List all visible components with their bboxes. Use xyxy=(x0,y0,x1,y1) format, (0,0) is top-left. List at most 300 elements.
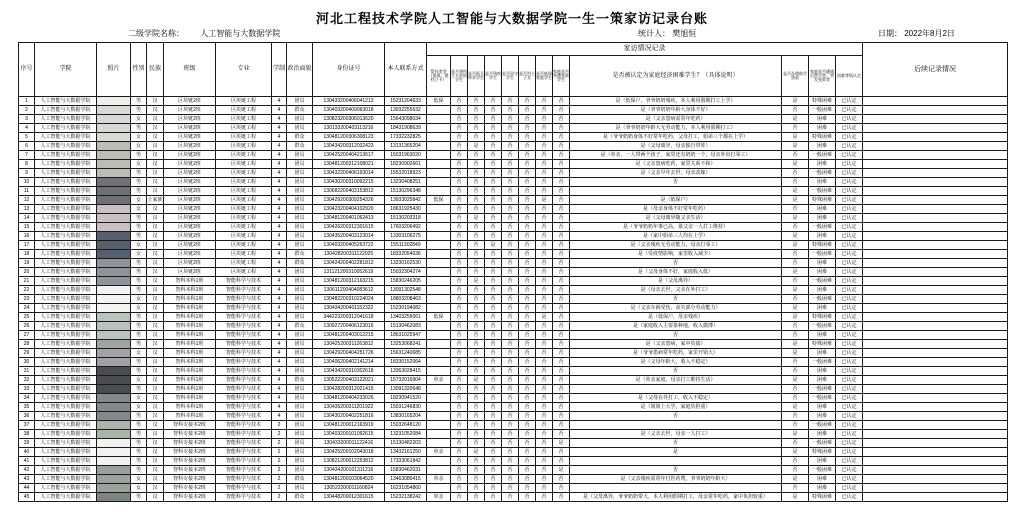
cell-photo xyxy=(97,466,131,475)
cell-q7: 否 xyxy=(553,268,570,277)
cell-major: 智能科学与技术 xyxy=(216,304,272,313)
cell-major: 区块链工程 xyxy=(216,115,272,124)
cell-major: 智能科学与技术 xyxy=(216,394,272,403)
cell-q3: 否 xyxy=(485,340,502,349)
cell-difficulty-level: 一般困难 xyxy=(809,322,836,331)
cell-q6: 否 xyxy=(536,106,553,115)
cell-difficulty-level: 困难 xyxy=(809,430,836,439)
cell-q1: 否 xyxy=(451,376,468,385)
cell-status: 已认定 xyxy=(836,367,863,376)
cell-phone: 15830246205 xyxy=(385,277,427,286)
cell-follow-up xyxy=(863,340,1008,349)
header-photo: 照片 xyxy=(97,43,131,97)
cell-id-number: 130448200012301615 xyxy=(313,493,385,502)
cell-aid-type: 低保 xyxy=(427,313,451,322)
header-aid-type: 帮扶类型（低保、建档立卡） xyxy=(427,56,451,97)
cell-q6: 否 xyxy=(536,322,553,331)
cell-q5: 否 xyxy=(519,160,536,169)
cell-difficulty-level: 困难 xyxy=(809,475,836,484)
cell-duration: 4 xyxy=(272,178,287,187)
cell-class: 智科本科1班 xyxy=(164,358,216,367)
cell-follow-up xyxy=(863,331,1008,340)
cell-aid-type xyxy=(427,421,451,430)
cell-q2: 否 xyxy=(468,421,485,430)
cell-duration: 4 xyxy=(272,151,287,160)
cell-difficulty-desc xyxy=(570,421,782,430)
cell-major: 区块链工程 xyxy=(216,133,272,142)
table-row xyxy=(19,457,1008,466)
cell-aid-type: 单亲 xyxy=(427,475,451,484)
cell-duration: 4 xyxy=(272,358,287,367)
cell-college: 人工智能与大数据学院 xyxy=(35,223,97,232)
cell-q4: 否 xyxy=(502,358,519,367)
cell-q6: 否 xyxy=(536,178,553,187)
cell-difficulty-level: 困难 xyxy=(809,259,836,268)
table-body xyxy=(19,97,1008,502)
cell-loan: 否 xyxy=(782,259,809,268)
cell-difficulty-desc: 是（母亲身体不好常年吃药） xyxy=(570,205,782,214)
cell-difficulty-desc: 是（受疫情影响，家里收入减少） xyxy=(570,250,782,259)
cell-photo xyxy=(97,223,131,232)
cell-phone: 18230941520 xyxy=(385,394,427,403)
cell-id-number: 130821200012253812 xyxy=(313,457,385,466)
cell-index: 12 xyxy=(19,196,35,205)
cell-follow-up xyxy=(863,412,1008,421)
cell-q5: 否 xyxy=(519,187,536,196)
cell-college: 人工智能与大数据学院 xyxy=(35,142,97,151)
cell-q6: 是 xyxy=(536,313,553,322)
cell-q6: 否 xyxy=(536,223,553,232)
cell-phone: 13032255632 xyxy=(385,106,427,115)
cell-q4: 否 xyxy=(502,196,519,205)
date-field xyxy=(878,28,955,39)
cell-loan: 否 xyxy=(782,358,809,367)
cell-status: 已认定 xyxy=(836,493,863,502)
cell-duration: 4 xyxy=(272,205,287,214)
cell-q7: 否 xyxy=(553,349,570,358)
cell-q5: 否 xyxy=(519,340,536,349)
cell-duration: 4 xyxy=(272,277,287,286)
cell-ethnicity: 汉 xyxy=(147,421,164,430)
cell-major: 智能科学与技术 xyxy=(216,475,272,484)
cell-difficulty-desc: 否 xyxy=(570,367,782,376)
cell-difficulty-desc: 是（爷爷患病常年吃药，家里开销大） xyxy=(570,349,782,358)
cell-q6: 否 xyxy=(536,466,553,475)
cell-duration: 4 xyxy=(272,394,287,403)
table-row xyxy=(19,160,1008,169)
cell-political-status: 团员 xyxy=(287,277,313,286)
cell-q4: 否 xyxy=(502,232,519,241)
cell-index: 34 xyxy=(19,394,35,403)
cell-college: 人工智能与大数据学院 xyxy=(35,493,97,502)
cell-q2: 否 xyxy=(468,385,485,394)
cell-gender: 女 xyxy=(131,394,147,403)
cell-political-status: 团员 xyxy=(287,403,313,412)
cell-q6: 否 xyxy=(536,304,553,313)
cell-index: 32 xyxy=(19,376,35,385)
cell-q2: 否 xyxy=(468,205,485,214)
cell-q3: 否 xyxy=(485,457,502,466)
cell-photo xyxy=(97,277,131,286)
cell-gender: 男 xyxy=(131,466,147,475)
cell-college: 人工智能与大数据学院 xyxy=(35,178,97,187)
cell-q3: 否 xyxy=(485,394,502,403)
cell-major: 区块链工程 xyxy=(216,259,272,268)
cell-class: 区块链2班 xyxy=(164,151,216,160)
cell-class: 智科专接本2班 xyxy=(164,475,216,484)
cell-aid-type xyxy=(427,232,451,241)
cell-difficulty-desc: 是（爷爷奶奶年龄大无劳动能力，本人利用假期打工） xyxy=(570,124,782,133)
cell-loan: 否 xyxy=(782,421,809,430)
cell-major: 区块链工程 xyxy=(216,142,272,151)
cell-college: 人工智能与大数据学院 xyxy=(35,412,97,421)
cell-duration: 2 xyxy=(272,439,287,448)
cell-loan: 否 xyxy=(782,106,809,115)
cell-phone: 15130462083 xyxy=(385,322,427,331)
cell-class: 智科本科1班 xyxy=(164,295,216,304)
cell-q6: 否 xyxy=(536,421,553,430)
cell-q1: 否 xyxy=(451,151,468,160)
table-row xyxy=(19,205,1008,214)
cell-political-status: 群众 xyxy=(287,133,313,142)
cell-q2: 否 xyxy=(468,295,485,304)
cell-aid-type: 低保 xyxy=(427,97,451,106)
cell-q4: 否 xyxy=(502,187,519,196)
cell-college: 人工智能与大数据学院 xyxy=(35,403,97,412)
cell-aid-type xyxy=(427,331,451,340)
cell-q3: 否 xyxy=(485,259,502,268)
cell-q3: 否 xyxy=(485,376,502,385)
cell-q2: 是 xyxy=(468,376,485,385)
cell-loan: 是 xyxy=(782,286,809,295)
table-row xyxy=(19,169,1008,178)
cell-q6: 否 xyxy=(536,133,553,142)
cell-index: 19 xyxy=(19,259,35,268)
cell-college: 人工智能与大数据学院 xyxy=(35,304,97,313)
cell-q6: 否 xyxy=(536,358,553,367)
cell-difficulty-desc xyxy=(570,484,782,493)
cell-q5: 否 xyxy=(519,403,536,412)
cell-status: 已认定 xyxy=(836,214,863,223)
cell-difficulty-desc: 是（低保户，爷爷奶奶残疾，本人利用假期打工上学） xyxy=(570,97,782,106)
cell-ethnicity: 汉 xyxy=(147,385,164,394)
cell-status: 已认定 xyxy=(836,205,863,214)
statistician-label: 统计人： xyxy=(638,29,670,38)
cell-q1: 否 xyxy=(451,223,468,232)
cell-aid-type xyxy=(427,358,451,367)
cell-college: 人工智能与大数据学院 xyxy=(35,259,97,268)
cell-q5: 否 xyxy=(519,322,536,331)
cell-id-number: 130424200402281812 xyxy=(313,259,385,268)
cell-q5: 否 xyxy=(519,223,536,232)
cell-q3: 否 xyxy=(485,169,502,178)
cell-class: 区块链2班 xyxy=(164,124,216,133)
cell-phone: 15032304274 xyxy=(385,268,427,277)
cell-difficulty-level: 一般困难 xyxy=(809,106,836,115)
cell-gender: 男 xyxy=(131,439,147,448)
cell-difficulty-level: 一般困难 xyxy=(809,358,836,367)
table-row xyxy=(19,367,1008,376)
cell-q2: 否 xyxy=(468,394,485,403)
cell-aid-type xyxy=(427,241,451,250)
cell-ethnicity: 汉 xyxy=(147,331,164,340)
cell-phone: 13230408251 xyxy=(385,178,427,187)
cell-follow-up xyxy=(863,403,1008,412)
cell-q7: 是 xyxy=(553,439,570,448)
cell-difficulty-level: 一般困难 xyxy=(809,151,836,160)
table-row xyxy=(19,421,1008,430)
header-gender: 性别 xyxy=(131,43,147,97)
cell-q7: 否 xyxy=(553,295,570,304)
cell-q2: 是 xyxy=(468,277,485,286)
cell-q7: 是 xyxy=(553,466,570,475)
cell-ethnicity: 汉 xyxy=(147,358,164,367)
cell-id-number: 130434200310302618 xyxy=(313,367,385,376)
cell-index: 35 xyxy=(19,403,35,412)
table-row xyxy=(19,448,1008,457)
table-row xyxy=(19,151,1008,160)
cell-difficulty-desc: 是（父母年龄大，收入不稳定） xyxy=(570,358,782,367)
college-name-field xyxy=(128,28,280,39)
cell-q7: 否 xyxy=(553,394,570,403)
table-row xyxy=(19,394,1008,403)
cell-q4: 否 xyxy=(502,151,519,160)
cell-ethnicity: 汉 xyxy=(147,394,164,403)
cell-duration: 4 xyxy=(272,340,287,349)
cell-follow-up xyxy=(863,439,1008,448)
cell-phone: 13091302548 xyxy=(385,286,427,295)
cell-follow-up xyxy=(863,259,1008,268)
cell-q7: 否 xyxy=(553,133,570,142)
cell-difficulty-level: 一般困难 xyxy=(809,223,836,232)
cell-political-status: 团员 xyxy=(287,313,313,322)
cell-q5: 否 xyxy=(519,475,536,484)
cell-difficulty-desc: 否 xyxy=(570,412,782,421)
cell-difficulty-level: 困难 xyxy=(809,349,836,358)
cell-aid-type xyxy=(427,304,451,313)
cell-q1: 否 xyxy=(451,358,468,367)
cell-aid-type xyxy=(427,394,451,403)
cell-major: 智能科学与技术 xyxy=(216,439,272,448)
cell-loan: 是 xyxy=(782,133,809,142)
cell-gender: 男 xyxy=(131,286,147,295)
cell-follow-up xyxy=(863,394,1008,403)
cell-gender: 男 xyxy=(131,493,147,502)
cell-q6: 否 xyxy=(536,394,553,403)
cell-gender: 男 xyxy=(131,322,147,331)
cell-photo xyxy=(97,385,131,394)
cell-status: 已认定 xyxy=(836,286,863,295)
cell-class: 区块链2班 xyxy=(164,196,216,205)
cell-q2: 否 xyxy=(468,475,485,484)
cell-political-status: 团员 xyxy=(287,160,313,169)
table-row xyxy=(19,358,1008,367)
cell-difficulty-level: 困难 xyxy=(809,484,836,493)
cell-id-number: 130133200403113216 xyxy=(313,124,385,133)
cell-q7: 否 xyxy=(553,331,570,340)
cell-duration: 4 xyxy=(272,241,287,250)
cell-difficulty-desc: 否 xyxy=(570,295,782,304)
cell-index: 3 xyxy=(19,115,35,124)
cell-index: 5 xyxy=(19,133,35,142)
cell-class: 智科本科1班 xyxy=(164,331,216,340)
cell-gender: 女 xyxy=(131,376,147,385)
cell-aid-type xyxy=(427,205,451,214)
cell-q3: 否 xyxy=(485,412,502,421)
cell-q1: 否 xyxy=(451,466,468,475)
cell-gender: 男 xyxy=(131,259,147,268)
cell-q2: 否 xyxy=(468,493,485,502)
cell-major: 智能科学与技术 xyxy=(216,286,272,295)
cell-college: 人工智能与大数据学院 xyxy=(35,241,97,250)
cell-photo xyxy=(97,286,131,295)
cell-loan: 否 xyxy=(782,385,809,394)
cell-q5: 否 xyxy=(519,394,536,403)
cell-duration: 4 xyxy=(272,250,287,259)
cell-gender: 男 xyxy=(131,385,147,394)
cell-q6: 否 xyxy=(536,340,553,349)
cell-photo xyxy=(97,133,131,142)
cell-political-status: 团员 xyxy=(287,349,313,358)
cell-gender: 男 xyxy=(131,313,147,322)
cell-aid-type xyxy=(427,484,451,493)
cell-q7: 否 xyxy=(553,205,570,214)
date-label: 日期： xyxy=(878,29,902,38)
cell-ethnicity: 汉 xyxy=(147,178,164,187)
cell-index: 40 xyxy=(19,448,35,457)
cell-phone: 15032648120 xyxy=(385,421,427,430)
cell-aid-type xyxy=(427,250,451,259)
header-ethnicity: 民族 xyxy=(147,43,164,97)
cell-difficulty-desc: 否 xyxy=(570,466,782,475)
cell-college: 人工智能与大数据学院 xyxy=(35,457,97,466)
cell-q2: 否 xyxy=(468,430,485,439)
cell-q4: 否 xyxy=(502,133,519,142)
cell-q2: 否 xyxy=(468,223,485,232)
cell-id-number: 130423200404102920 xyxy=(313,205,385,214)
cell-q2: 否 xyxy=(468,403,485,412)
cell-difficulty-level: 困难 xyxy=(809,412,836,421)
cell-status: 已认定 xyxy=(836,412,863,421)
cell-duration: 4 xyxy=(272,322,287,331)
cell-ethnicity: 汉 xyxy=(147,403,164,412)
cell-college: 人工智能与大数据学院 xyxy=(35,313,97,322)
cell-major: 区块链工程 xyxy=(216,160,272,169)
cell-photo xyxy=(97,439,131,448)
cell-phone: 13231052084 xyxy=(385,430,427,439)
cell-photo xyxy=(97,331,131,340)
cell-major: 区块链工程 xyxy=(216,241,272,250)
cell-q1: 否 xyxy=(451,133,468,142)
cell-q3: 否 xyxy=(485,385,502,394)
cell-follow-up xyxy=(863,106,1008,115)
cell-q4: 否 xyxy=(502,484,519,493)
cell-class: 区块链2班 xyxy=(164,97,216,106)
cell-difficulty-level: 特殊困难 xyxy=(809,196,836,205)
cell-q6: 否 xyxy=(536,286,553,295)
cell-q6: 否 xyxy=(536,142,553,151)
cell-duration: 4 xyxy=(272,169,287,178)
cell-q7: 否 xyxy=(553,403,570,412)
cell-college: 人工智能与大数据学院 xyxy=(35,187,97,196)
cell-phone: 18330152064 xyxy=(385,358,427,367)
cell-difficulty-desc: 是 xyxy=(570,448,782,457)
cell-political-status: 团员 xyxy=(287,412,313,421)
cell-duration: 4 xyxy=(272,313,287,322)
cell-q7: 否 xyxy=(553,475,570,484)
cell-aid-type xyxy=(427,385,451,394)
cell-major: 区块链工程 xyxy=(216,232,272,241)
header-major: 专业 xyxy=(216,43,272,97)
table-row xyxy=(19,385,1008,394)
cell-phone: 15031963020 xyxy=(385,151,427,160)
cell-duration: 4 xyxy=(272,412,287,421)
cell-loan: 否 xyxy=(782,277,809,286)
cell-duration: 4 xyxy=(272,268,287,277)
cell-ethnicity: 汉 xyxy=(147,466,164,475)
cell-status: 已认定 xyxy=(836,304,863,313)
cell-gender: 男 xyxy=(131,151,147,160)
cell-q7: 否 xyxy=(553,169,570,178)
cell-gender: 男 xyxy=(131,421,147,430)
cell-gender: 男 xyxy=(131,448,147,457)
cell-q1: 否 xyxy=(451,421,468,430)
table-row xyxy=(19,484,1008,493)
cell-ethnicity: 汉 xyxy=(147,484,164,493)
cell-follow-up xyxy=(863,187,1008,196)
cell-photo xyxy=(97,259,131,268)
cell-difficulty-desc: 是（父亲患病需常年吃药） xyxy=(570,115,782,124)
cell-phone: 18803208463 xyxy=(385,295,427,304)
cell-ethnicity: 汉 xyxy=(147,448,164,457)
cell-major: 区块链工程 xyxy=(216,214,272,223)
cell-q1: 否 xyxy=(451,493,468,502)
cell-phone: 15231204633 xyxy=(385,97,427,106)
cell-difficulty-desc: 是（父母离异随父亲生活） xyxy=(570,214,782,223)
cell-gender: 男 xyxy=(131,169,147,178)
cell-status: 已认定 xyxy=(836,421,863,430)
cell-aid-type: 单亲 xyxy=(427,493,451,502)
cell-class: 智科专接本2班 xyxy=(164,430,216,439)
cell-duration: 2 xyxy=(272,493,287,502)
cell-id-number: 130429200309254326 xyxy=(313,196,385,205)
cell-photo xyxy=(97,421,131,430)
cell-duration: 4 xyxy=(272,349,287,358)
cell-major: 智能科学与技术 xyxy=(216,466,272,475)
cell-q6: 否 xyxy=(536,268,553,277)
cell-q5: 否 xyxy=(519,97,536,106)
cell-photo xyxy=(97,268,131,277)
cell-aid-type xyxy=(427,187,451,196)
cell-follow-up xyxy=(863,241,1008,250)
cell-college: 人工智能与大数据学院 xyxy=(35,394,97,403)
cell-q1: 否 xyxy=(451,160,468,169)
cell-index: 36 xyxy=(19,412,35,421)
cell-political-status: 群众 xyxy=(287,376,313,385)
cell-q6: 否 xyxy=(536,187,553,196)
cell-phone: 13403255061 xyxy=(385,313,427,322)
cell-phone: 13303106275 xyxy=(385,232,427,241)
cell-id-number: 130434200101311216 xyxy=(313,466,385,475)
cell-gender: 女 xyxy=(131,205,147,214)
cell-class: 智科本科1班 xyxy=(164,376,216,385)
cell-gender: 男 xyxy=(131,187,147,196)
cell-difficulty-desc: 是（父母离异，母亲独自带娃） xyxy=(570,142,782,151)
cell-q5: 否 xyxy=(519,124,536,133)
cell-political-status: 团员 xyxy=(287,421,313,430)
cell-index: 42 xyxy=(19,466,35,475)
cell-status: 已认定 xyxy=(836,394,863,403)
